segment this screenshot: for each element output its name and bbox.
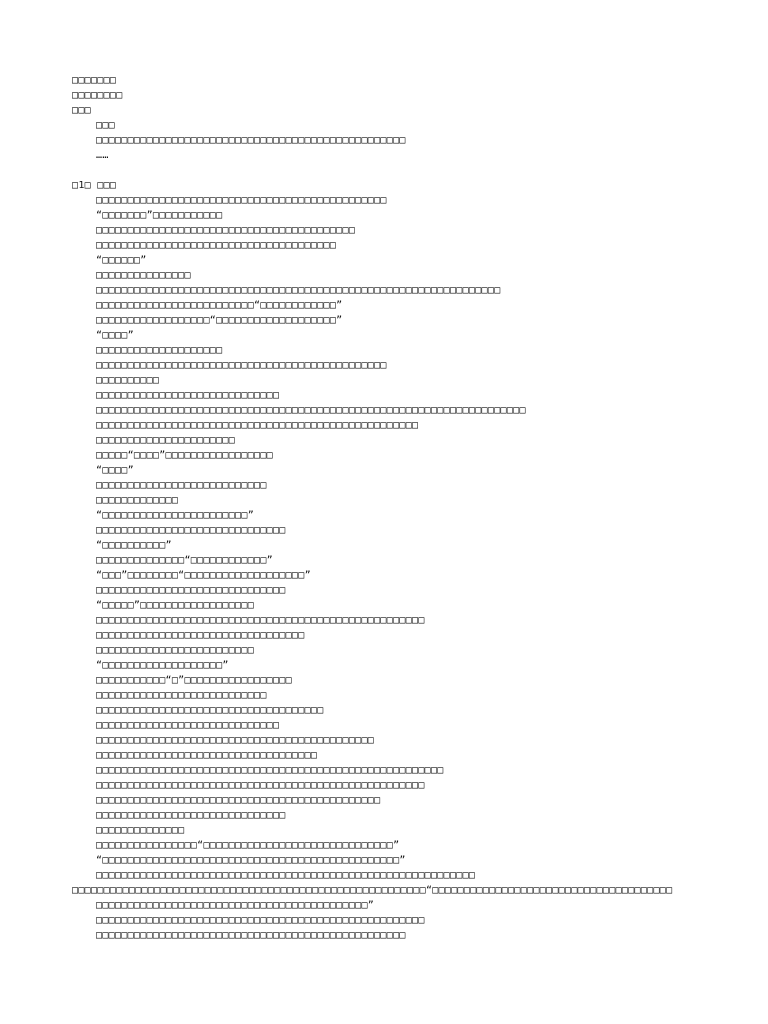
chapter-heading: □1□ □□□ (72, 180, 117, 191)
body-line: □□□□□“□□□□”□□□□□□□□□□□□□□□□□ (96, 450, 273, 461)
intro-line: □□□□□□□□□□□□□□□□□□□□□□□□□□□□□□□□□□□□□□□□□□□□□□□□□ (96, 135, 406, 146)
body-line: □□□□□□□□□□□□□□□□□□□□□□□□□□□ (96, 480, 267, 491)
body-line: □□□□□□□□□□□□□□□□□□□□□□□□□□□□□ (96, 720, 280, 731)
body-line: □□□□□□□□□□□□□□□□□□□□□□□□□□□□□□□□□□□□□□□□□□□□□□□□□□□□□□□□□□□□□□□□ (96, 285, 501, 296)
body-line: □□□□□□□□□□□□□□□□□□□□□□□□□□□□□□□□□□□□□□□□□□□□ (96, 735, 375, 746)
body-line: □□□□□□□□□□□□□ (96, 495, 179, 506)
body-line: □□□□□□□□□□□□□□□□□□□□□□□□□□□□□□□□□□□□□□□□□□□□□□□□□□□□□□□□□□□□□□□□□□□□ (96, 405, 526, 416)
body-line: □□□□□□□□□□□□□□□□□□□□□□□□□□□□□□□□□□□□□□□□□□□□□□□□□□□□□□□□□□□□ (96, 870, 476, 881)
body-line: □□□□□□□□□□□“□”□□□□□□□□□□□□□□□□□ (96, 675, 292, 686)
body-line: “□□□□□□□□□□□□□□□□□□□” (96, 660, 229, 671)
body-line: □□□□□□□□□□□□□□□□□□□□□□□□□□□□□□□□□□□□□□□□□□□□□□ (96, 195, 387, 206)
body-line: “□□□□□”□□□□□□□□□□□□□□□□□□ (96, 600, 255, 611)
body-line: “□□□□” (96, 465, 134, 476)
body-line: □□□□□□□□□□□□□□□□□□□□□□□□□□□□□□□□□□□□□□□□□□□□□□□□□□□ (96, 420, 419, 431)
body-line: □□□□□□□□□□□□□□□□□□□□□□□□□□□□□□□□□□□□□□□□□ (96, 225, 356, 236)
body-line: □□□□□□□□□□□□□□□□□□□□□□□□□□□□□□□□□□□□□□□□□□□□□□□□□□□□□□□ (96, 765, 444, 776)
body-line: “□□□□□□□□□□□□□□□□□□□□□□□□□□□□□□□□□□□□□□□□□□□□□□□” (96, 855, 406, 866)
body-line: □□□□□□□□□□□□□□□□□□□□□□□□□□□□□□□□□□□□□□□□□□□□□□□□□□□□ (96, 615, 425, 626)
body-line: □□□□□□□□□□□□□□□□□□□□□□□□□□□□□□□□□□□ (96, 750, 318, 761)
intro-line: …… (96, 150, 109, 161)
intro-line: □□□ (96, 120, 115, 131)
header-line: □□□□□□□□ (72, 90, 123, 101)
body-line: □□□□□□□□□□□□□□□□□□□□□□□□□□□□□□□□□□□□□□□□□□□□□□□□□□□□ (96, 915, 425, 926)
body-line: □□□□□□□□□□□□□□□□□□□□□□□□□“□□□□□□□□□□□□” (96, 300, 343, 311)
header-line: □□□ (72, 105, 91, 116)
body-line: “□□□□□□□□□□□□□□□□□□□□□□□” (96, 510, 255, 521)
body-line: “□□□□□□□□□□” (96, 540, 172, 551)
body-line: “□□□□□□” (96, 255, 147, 266)
body-line: □□□□□□□□□□□□□□□□□□□□□□□□□□□□□□□□□□□□□□□□□□□□□□□□□□□□□□□□“□□□□□□□□□□□□□□□□□□□□□□□□□□□□□□□□□□□□□□ (72, 885, 673, 896)
body-line: □□□□□□□□□□□□□□ (96, 825, 185, 836)
body-line: □□□□□□□□□□□□□□□□□□□□□□□□□□□□□□ (96, 585, 286, 596)
body-line: “□□□□” (96, 330, 134, 341)
body-line: □□□□□□□□□□□□□□□□□□□□□□ (96, 435, 236, 446)
body-line: □□□□□□□□□□□□□□□□□□□□□□□□□□□□□□□□□□□□□□□□□□□□□ (96, 795, 381, 806)
body-line: □□□□□□□□□□□□□□□□□□“□□□□□□□□□□□□□□□□□□□” (96, 315, 343, 326)
body-line: □□□□□□□□□□□□□□□□□□□□□□□□□□□□□ (96, 390, 280, 401)
body-line: “□□□”□□□□□□□□“□□□□□□□□□□□□□□□□□□□” (96, 570, 311, 581)
body-line: “□□□□□□□”□□□□□□□□□□□ (96, 210, 223, 221)
body-line: □□□□□□□□□□□□□□□□□□□□□□□□□□□□□□□□□□□□□□ (96, 240, 337, 251)
header-line: □□□□□□□ (72, 75, 117, 86)
body-line: □□□□□□□□□□□□□□□□□□□□□□□□□□□□□□□□□□□□□□□□□□□□□□□□□□□□ (96, 780, 425, 791)
body-line: □□□□□□□□□□□□□□□□□□□□□□□□□□□□□□□□□□□□ (96, 705, 324, 716)
body-line: □□□□□□□□□□□□□□□□□□□□□□□□□ (96, 645, 255, 656)
body-line: □□□□□□□□□□□□□□□□□□□□□□□□□□□ (96, 690, 267, 701)
body-line: □□□□□□□□□□□□□□□□□□□□ (96, 345, 223, 356)
body-line: □□□□□□□□□□□□□□□□□□□□□□□□□□□□□□□□□□□□□□□□□□□” (96, 900, 375, 911)
body-line: □□□□□□□□□□ (96, 375, 160, 386)
body-line: □□□□□□□□□□□□□□□□□□□□□□□□□□□□□□ (96, 810, 286, 821)
body-line: □□□□□□□□□□□□□□□□□□□□□□□□□□□□□□□□□□□□□□□□□□□□□□ (96, 360, 387, 371)
body-line: □□□□□□□□□□□□□□□□□□□□□□□□□□□□□□□□□□□□□□□□□□□□□□□□□ (96, 930, 406, 941)
body-line: □□□□□□□□□□□□□□“□□□□□□□□□□□□” (96, 555, 273, 566)
body-line: □□□□□□□□□□□□□□□□□□□□□□□□□□□□□□□□□ (96, 630, 305, 641)
body-line: □□□□□□□□□□□□□□□□“□□□□□□□□□□□□□□□□□□□□□□□□□□□□□□” (96, 840, 400, 851)
body-line: □□□□□□□□□□□□□□□ (96, 270, 191, 281)
body-line: □□□□□□□□□□□□□□□□□□□□□□□□□□□□□□ (96, 525, 286, 536)
